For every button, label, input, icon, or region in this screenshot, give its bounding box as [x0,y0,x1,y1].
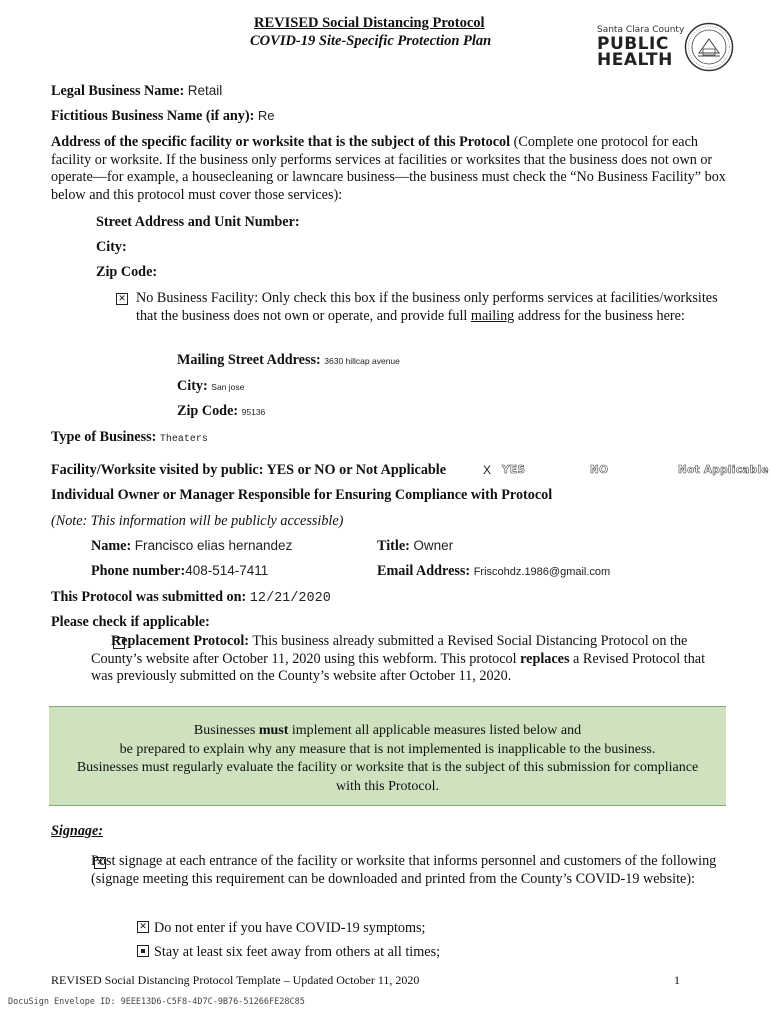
six-feet-checkbox[interactable] [137,945,149,957]
owner-name-field[interactable]: Francisco elias hernandez [134,538,293,553]
street-address-label: Street Address and Unit Number: [96,214,300,230]
signage-item-six-feet [137,944,440,961]
notice-line-1b: implement all applicable measures listed below and [288,723,582,738]
logo-line-public: PUBLIC [597,34,669,54]
business-type-label: Type of Business: [51,429,157,445]
replacement-text-a: This business already submitted a Revised Social Distancing Protocol on the County’s website after October 11, 2020 using this webform. This protocol [91,633,688,667]
mailing-street-field[interactable]: 3630 hillcap avenue [324,356,400,366]
legal-name-row [51,83,222,100]
signage-heading: Signage: [51,823,104,839]
footer-template-text: REVISED Social Distancing Protocol Template – Updated October 11, 2020 [51,973,420,987]
business-type-row [51,429,208,446]
mailing-city-label: City: [177,378,208,394]
legal-name-label: Legal Business Name: [51,83,185,99]
mailing-underline: mailing [470,307,515,324]
owner-phone-row [91,563,268,580]
owner-phone-field[interactable]: 408-514-7411 [185,563,269,578]
public-health-logo [594,25,685,73]
visited-by-public-label: Facility/Worksite visited by public: YES or NO or Not Applicable [51,462,447,478]
signage-item-covid-symptoms [137,920,426,937]
post-signage-text: Post signage at each entrance of the facility or worksite that informs personnel and customers of the following (signage meeting this requirement can be downloaded and printed from the County’s COVID-19 website): [91,853,717,887]
owner-title-label: Title: [377,538,410,554]
owner-name-row [91,538,292,555]
replaces-bold: replaces [520,650,570,667]
mailing-zip-row [177,403,265,420]
mailing-zip-field[interactable]: 95136 [241,407,266,417]
fictitious-name-field[interactable]: Re [257,108,275,123]
zip-code-label: Zip Code: [96,264,158,280]
submitted-date-field[interactable]: 12/21/2020 [249,591,331,606]
fictitious-name-label: Fictitious Business Name (if any): [51,108,255,124]
submitted-date-row [51,589,331,606]
mailing-street-row [177,352,400,369]
notice-must: must [258,723,289,738]
address-instructions [51,134,731,204]
visited-not-applicable-option[interactable]: Not Applicable [678,464,769,476]
visited-no-option[interactable]: NO [590,464,609,476]
no-facility-text-b: address for the business here: [514,307,685,324]
notice-line-4: with this Protocol. [335,778,440,794]
fictitious-name-row [51,108,275,125]
notice-line-1a: Businesses [193,723,259,738]
city-label: City: [96,239,127,255]
check-if-applicable-label: Please check if applicable: [51,614,210,630]
logo-line-health: HEALTH [597,50,673,70]
mailing-city-row [177,378,244,395]
submitted-date-label: This Protocol was submitted on: [51,589,247,605]
replacement-protocol-text [91,633,721,686]
docusign-envelope-id: DocuSign Envelope ID: 9EEE13D6-C5F8-4D7C-9B76-51266FE28C85 [8,997,305,1007]
covid-symptoms-checkbox[interactable] [137,921,149,933]
notice-line-3: Businesses must regularly evaluate the facility or worksite that is the subject of this submission for compliance [76,760,699,775]
mailing-city-field[interactable]: San jose [211,382,245,392]
address-note: (Complete one protocol for each facility or worksite. If the business only performs services at facilities or worksites that the business does not own or operate—for example, a housecleaning or lawncare business—the business must check the “No Business Facility” box below and this protocol must cover those services): [51,134,726,203]
mailing-street-label: Mailing Street Address: [177,352,321,368]
owner-heading: Individual Owner or Manager Responsible for Ensuring Compliance with Protocol [51,487,553,503]
logo-county-text: Santa Clara County [597,25,685,35]
address-label: Address of the specific facility or worksite that is the subject of this Protocol [51,134,511,150]
mailing-zip-label: Zip Code: [177,403,239,419]
replacement-protocol-label: Replacement Protocol: [111,633,250,649]
replacement-text-b: a Revised Protocol that was previously submitted on the County’s website after October 11, 2020. [91,650,706,684]
six-feet-text: Stay at least six feet away from others at all times; [154,944,441,960]
owner-email-field[interactable]: Friscohdz.1986@gmail.com [473,566,611,578]
owner-title-row [377,538,453,555]
owner-name-label: Name: [91,538,132,554]
owner-email-row [377,563,610,580]
legal-name-field[interactable]: Retail [187,83,223,98]
owner-email-label: Email Address: [377,563,471,579]
owner-phone-label: Phone number: [91,563,186,579]
no-business-facility-checkbox[interactable] [116,293,128,305]
notice-line-2: be prepared to explain why any measure that is not implemented is inapplicable to the business. [119,741,656,757]
document-subtitle: COVID-19 Site-Specific Protection Plan [250,33,492,49]
visited-yes-option[interactable]: YES [502,464,526,476]
covid-symptoms-text: Do not enter if you have COVID-19 symptoms; [154,920,426,936]
no-facility-text-a: No Business Facility: Only check this box if the business only performs services at facilities/worksites that the business does not own or operate, and provide full [136,290,718,324]
business-type-field[interactable]: Theaters [159,434,208,445]
no-business-facility-text [136,290,721,325]
document-title: REVISED Social Distancing Protocol [254,15,485,31]
county-seal-icon [684,22,734,72]
compliance-notice-box [49,706,726,806]
page-number: 1 [674,973,680,987]
owner-title-field[interactable]: Owner [413,538,454,553]
visited-by-public-mark[interactable]: X [483,463,492,477]
notice-line-1 [49,722,726,741]
owner-note: (Note: This information will be publicly accessible) [51,513,344,529]
